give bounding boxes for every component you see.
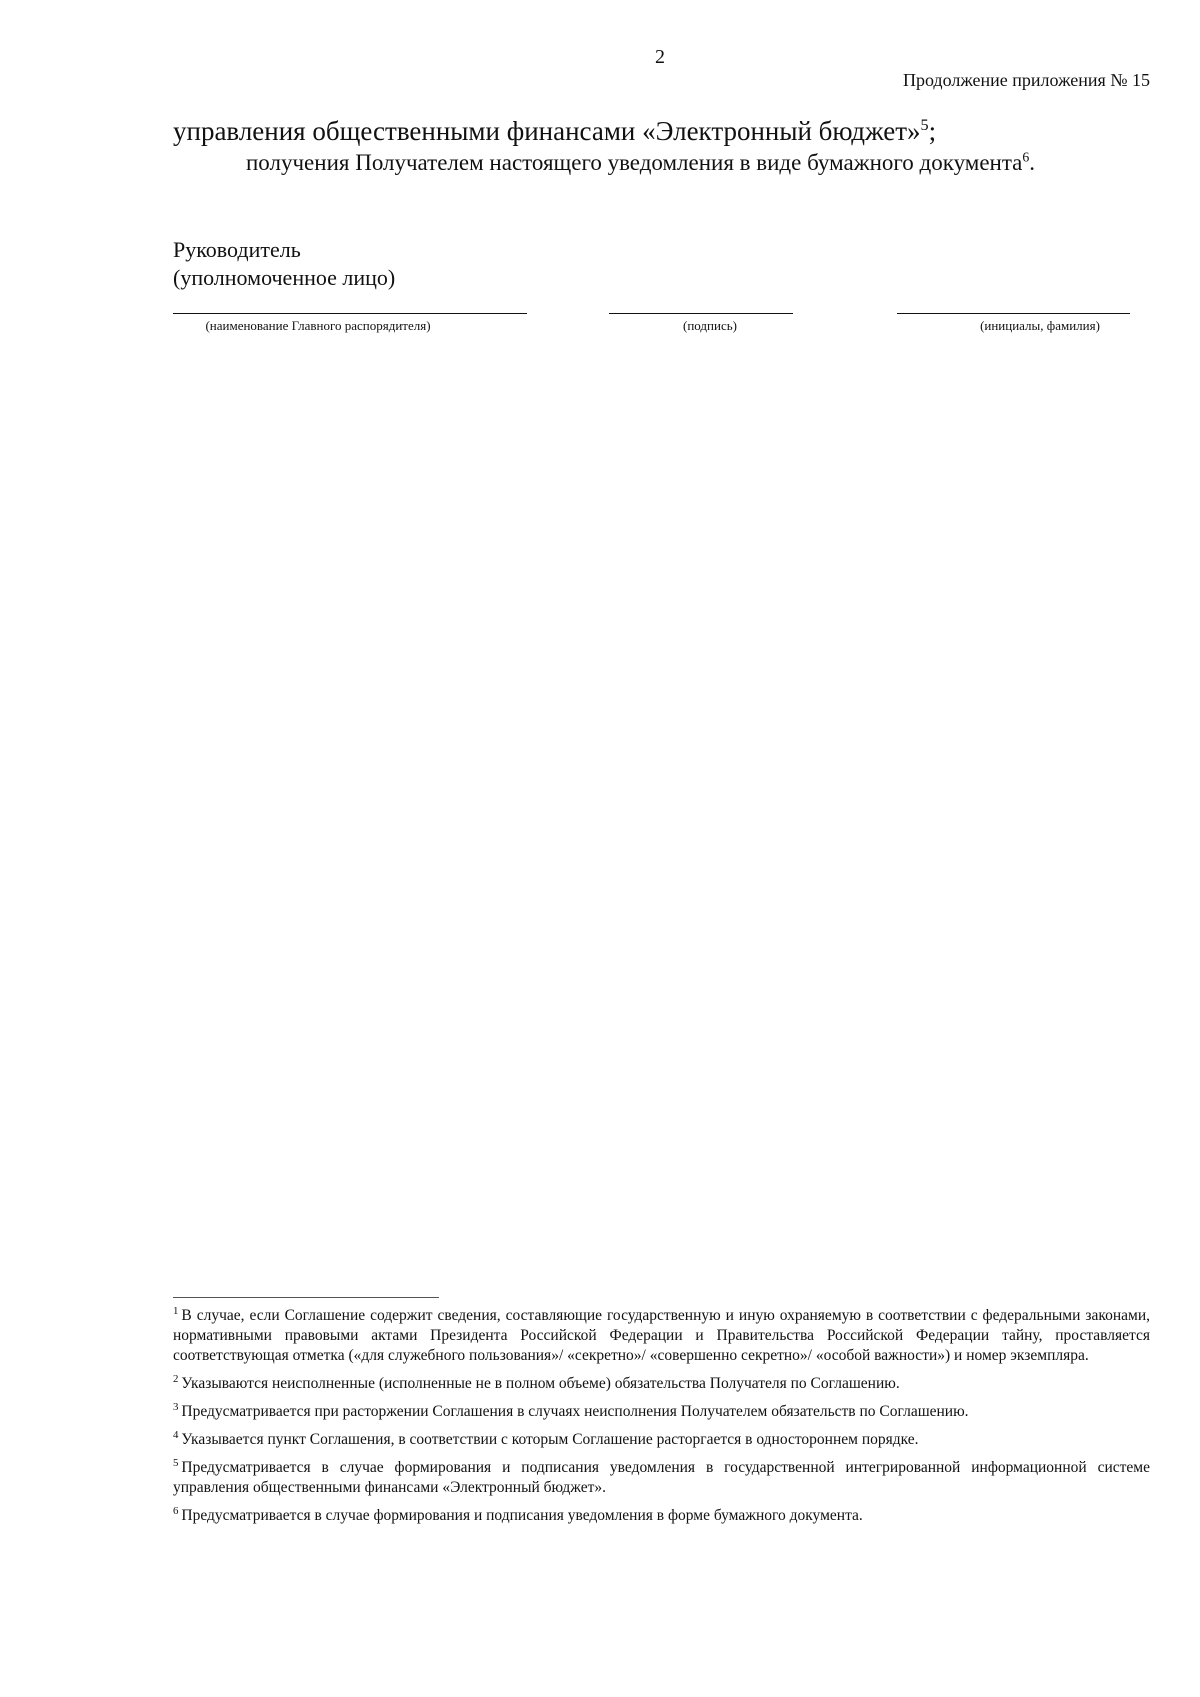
footnote-1-number: 1 xyxy=(173,1304,179,1317)
signer-title-line-2: (уполномоченное лицо) xyxy=(173,265,396,290)
footnote-5-number: 5 xyxy=(173,1456,179,1469)
footnote-3-number: 3 xyxy=(173,1400,179,1413)
org-name-caption: (наименование Главного распорядителя) xyxy=(205,318,431,333)
body-line-2-tail: . xyxy=(1029,150,1036,175)
footnotes xyxy=(173,1306,1150,1534)
signer-title-line-1: Руководитель xyxy=(173,237,301,262)
footnote-4-number: 4 xyxy=(173,1428,179,1441)
footnote-1 xyxy=(173,1306,1150,1366)
footnote-2-number: 2 xyxy=(173,1372,179,1385)
footnote-4 xyxy=(173,1430,1150,1450)
body-line-1 xyxy=(173,116,936,147)
signature-line xyxy=(609,313,793,314)
full-name-caption: (инициалы, фамилия) xyxy=(980,318,1100,333)
body-line-2-footnote-ref: 6 xyxy=(1022,149,1030,165)
footnote-6-text: Предусматривается в случае формирования и подписания уведомления в форме бумажного документа. xyxy=(181,1507,863,1524)
body-line-1-footnote-ref: 5 xyxy=(920,116,929,134)
footnote-5-text: Предусматривается в случае формирования и подписания уведомления в государственной интегрированной информационной системе управления общественными финансами «Электронный бюджет». xyxy=(173,1459,1150,1496)
footnote-3 xyxy=(173,1402,1150,1422)
appendix-continuation-label: Продолжение приложения № 15 xyxy=(902,70,1150,90)
footnote-4-text: Указывается пункт Соглашения, в соответствии с которым Соглашение расторгается в одностороннем порядке. xyxy=(181,1431,919,1448)
page-number: 2 xyxy=(655,46,665,68)
footnote-separator xyxy=(173,1297,439,1298)
footnote-3-text: Предусматривается при расторжении Соглашения в случаях неисполнения Получателем обязательств по Соглашению. xyxy=(181,1403,969,1420)
footnote-2-text: Указываются неисполненные (исполненные не в полном объеме) обязательства Получателя по Соглашению. xyxy=(181,1375,900,1392)
body-line-1-tail: ; xyxy=(928,116,937,146)
full-name-line xyxy=(897,313,1130,314)
body-line-2 xyxy=(246,150,1035,176)
footnote-2 xyxy=(173,1374,1150,1394)
body-line-1-text: управления общественными финансами «Электронный бюджет» xyxy=(173,116,921,146)
org-name-line xyxy=(173,313,527,314)
signature-caption: (подпись) xyxy=(683,318,737,333)
footnote-1-text: В случае, если Соглашение содержит сведения, составляющие государственную и иную охраняемую в соответствии с федеральными законами, нормативными правовыми актами Президента Российской Федерации и Правительства Российской Федерации тайну, проставляется соответствующая отметка («для служебного пользования»/ «секретно»/ «совершенно секретно»/ «особой важности») и номер экземпляра. xyxy=(173,1307,1150,1364)
signer-title xyxy=(173,236,395,292)
footnote-6-number: 6 xyxy=(173,1504,179,1517)
footnote-6 xyxy=(173,1506,1150,1526)
body-line-2-text: получения Получателем настоящего уведомления в виде бумажного документа xyxy=(246,150,1023,175)
footnote-5 xyxy=(173,1458,1150,1498)
